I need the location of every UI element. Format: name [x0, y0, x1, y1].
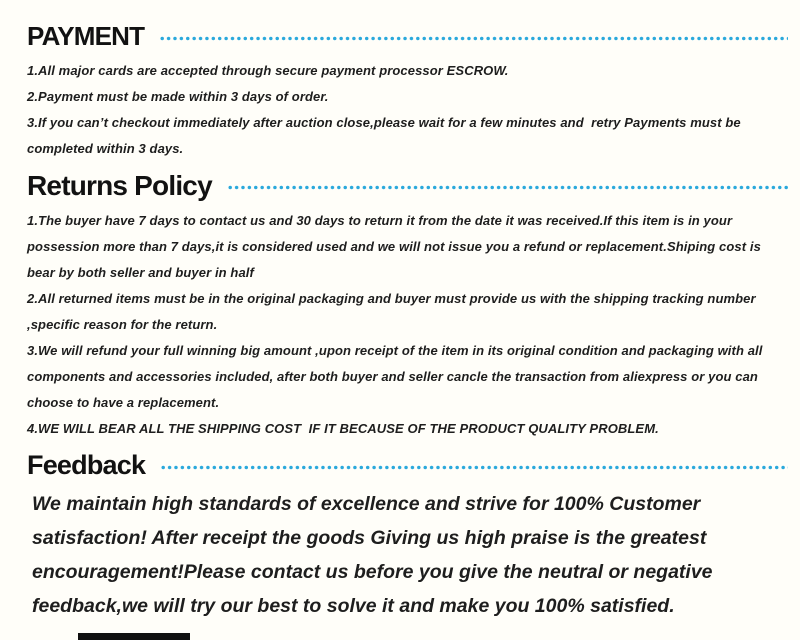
- returns-item-3: 3.We will refund your full winning big amount ,upon receipt of the item in its original condition and packaging with all components and accessories included, after both buyer and seller cancle the transaction from aliexpress or you can choose to have a replacement.: [27, 343, 767, 411]
- feedback-heading: Feedback: [27, 450, 146, 481]
- dotted-divider: [160, 465, 788, 470]
- payment-header: [27, 22, 788, 52]
- returns-policy-header: [27, 170, 788, 202]
- payment-item-1: 1.All major cards are accepted through secure payment processor ESCROW.: [27, 62, 509, 78]
- dotted-divider: [227, 185, 788, 190]
- returns-item-2: 2.All returned items must be in the original packaging and buyer must provide us with the shipping tracking number ,specific reason for the return.: [27, 291, 760, 333]
- payment-heading: PAYMENT: [27, 21, 145, 51]
- returns-policy-section: [27, 170, 788, 442]
- feedback-body: We maintain high standards of excellence and strive for 100% Customer satisfaction! After receipt the goods Giving us high praise is the greatest encouragement!Please contact us before you give the neutral or negative feedback,we will try our best to solve it and make you 100% satisfied.: [32, 493, 718, 618]
- payment-item-3: 3.If you can’t checkout immediately after auction close,please wait for a few minutes and retry Payments must be completed within 3 days.: [27, 114, 745, 156]
- returns-item-4: 4.WE WILL BEAR ALL THE SHIPPING COST IF IT BECAUSE OF THE PRODUCT QUALITY PROBLEM.: [27, 421, 659, 437]
- feedback-section: [27, 450, 788, 623]
- dotted-divider: [159, 36, 788, 41]
- feedback-header: [27, 450, 788, 481]
- returns-policy-heading: Returns Policy: [27, 169, 212, 201]
- payment-section: [27, 22, 788, 162]
- payment-item-2: 2.Payment must be made within 3 days of order.: [27, 88, 329, 104]
- returns-item-1: 1.The buyer have 7 days to contact us and 30 days to return it from the date it was received.If this item is in your possession more than 7 days,it is considered used and we will not issue you a refund or replacement.Shiping cost is bear by both seller and buyer in half: [27, 213, 765, 281]
- bottom-bar: [78, 633, 190, 640]
